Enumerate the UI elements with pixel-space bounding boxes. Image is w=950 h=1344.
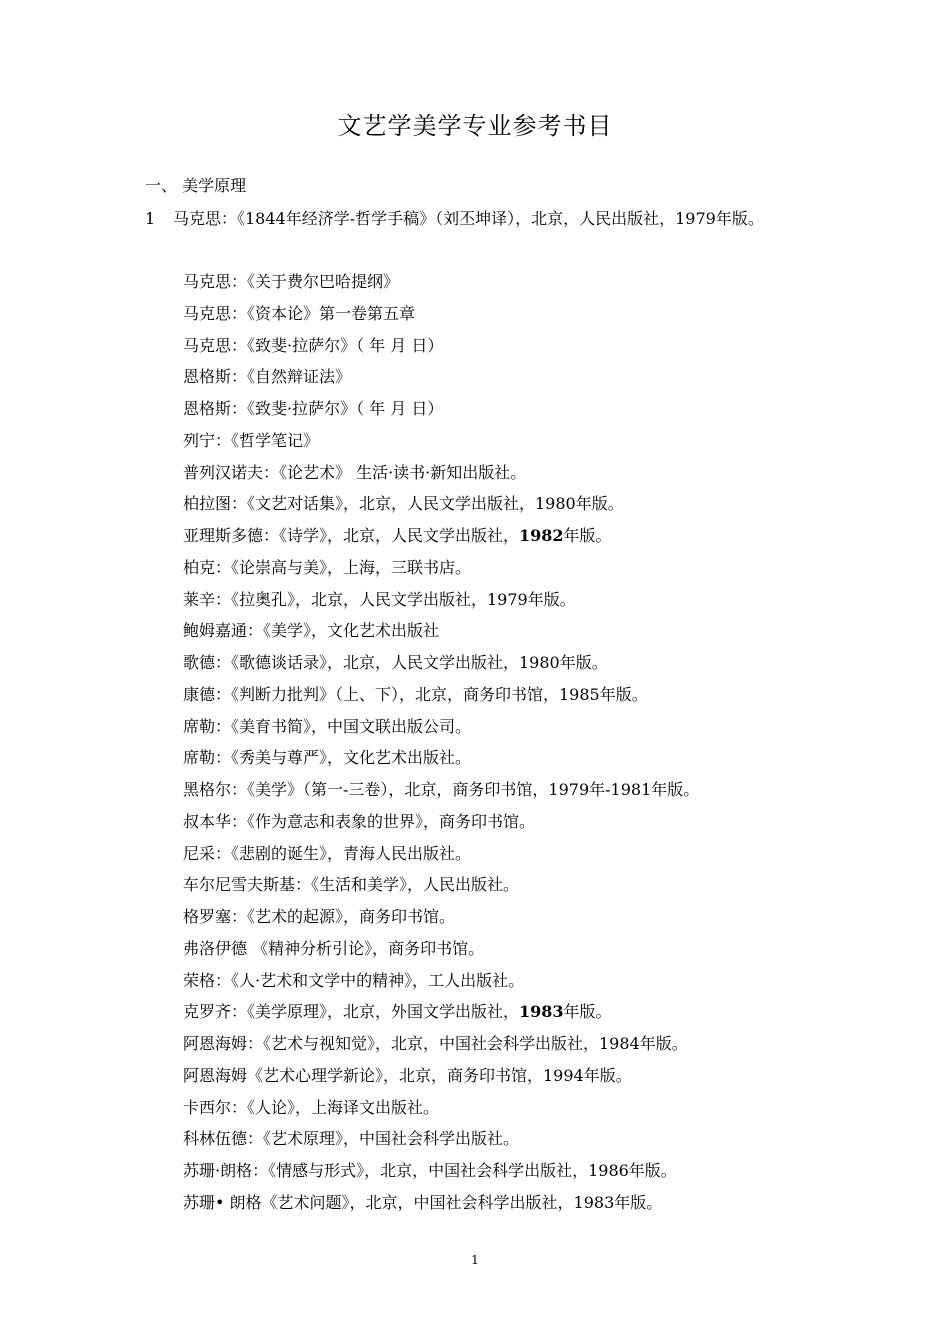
- entry-text: 年版。: [563, 526, 612, 545]
- reference-entry: 尼采：《悲剧的诞生》，青海人民出版社。: [183, 843, 472, 863]
- reference-entry: 格罗塞：《艺术的起源》，商务印书馆。: [183, 907, 456, 926]
- reference-entry: 席勒：《秀美与尊严》，文化艺术出版社。: [183, 748, 472, 768]
- entry-text: 马克思：《1844年经济学-哲学手稿》（刘丕坤译），北京，人民出版社，1979年版。: [173, 209, 764, 228]
- reference-entry: 恩格斯：《自然辩证法》: [183, 367, 352, 387]
- entry-text: 年版。: [563, 1002, 612, 1022]
- reference-entry: 阿恩海姆《艺术心理学新论》，北京，商务印书馆，1994年版。: [183, 1065, 632, 1085]
- entry-year-bold: 1983: [519, 1002, 564, 1022]
- reference-entry: 弗洛伊德 《精神分析引论》，商务印书馆。: [183, 938, 485, 958]
- reference-entry: 叔本华：《作为意志和表象的世界》，商务印书馆。: [183, 811, 536, 831]
- entry-number: 1: [145, 209, 156, 228]
- reference-entry: 车尔尼雪夫斯基：《生活和美学》，人民出版社。: [183, 875, 520, 895]
- reference-entry: 莱辛：《拉奥孔》，北京，人民文学出版社，1979年版。: [183, 589, 576, 609]
- reference-entry: 苏珊• 朗格《艺术问题》，北京，中国社会科学出版社，1983年版。: [183, 1192, 663, 1212]
- reference-entry: 歌德：《歌德谈话录》，北京，人民文学出版社，1980年版。: [183, 653, 608, 672]
- reference-entry: 马克思：《关于费尔巴哈提纲》: [183, 272, 400, 291]
- reference-entry: 科林伍德：《艺术原理》，中国社会科学出版社。: [183, 1129, 520, 1149]
- reference-entry-1: [145, 203, 815, 234]
- reference-entry: 卡西尔：《人论》，上海译文出版社。: [183, 1097, 440, 1117]
- reference-entry: 席勒：《美育书简》，中国文联出版公司。: [183, 716, 472, 736]
- reference-entry: 阿恩海姆：《艺术与视知觉》，北京，中国社会科学出版社，1984年版。: [183, 1034, 688, 1053]
- reference-entry: [183, 520, 823, 552]
- page-number: 1: [471, 1253, 479, 1267]
- reference-entry: 马克思：《资本论》第一卷第五章: [183, 303, 416, 323]
- reference-list: [183, 266, 823, 1219]
- section-heading: 一、 美学原理: [145, 176, 247, 195]
- reference-entry: 鲍姆嘉通：《美学》，文化艺术出版社: [183, 621, 440, 641]
- reference-entry: 苏珊·朗格：《情感与形式》，北京，中国社会科学出版社，1986年版。: [183, 1161, 677, 1180]
- reference-entry: [183, 996, 823, 1028]
- reference-entry: 柏克：《论崇高与美》，上海，三联书店。: [183, 557, 472, 577]
- entry-year-bold: 1982: [519, 526, 564, 545]
- entry-text: 克罗齐：《美学原理》，北京，外国文学出版社，: [183, 1002, 520, 1022]
- reference-entry: 荣格：《人·艺术和文学中的精神》，工人出版社。: [183, 970, 525, 990]
- reference-entry: 普列汉诺夫：《论艺术》 生活·读书·新知出版社。: [183, 462, 527, 482]
- reference-entry: 恩格斯：《致斐·拉萨尔》（ 年 月 日）: [183, 399, 444, 418]
- reference-entry: 康德：《判断力批判》（上、下），北京，商务印书馆，1985年版。: [183, 684, 648, 704]
- entry-text: 亚理斯多德：《诗学》，北京，人民文学出版社，: [183, 526, 520, 545]
- reference-entry: 黑格尔：《美学》（第一-三卷），北京，商务印书馆，1979年-1981年版。: [183, 780, 700, 799]
- reference-entry: 马克思：《致斐·拉萨尔》（ 年 月 日）: [183, 335, 444, 355]
- reference-entry: 柏拉图：《文艺对话集》，北京，人民文学出版社，1980年版。: [183, 494, 624, 514]
- reference-entry: 列宁：《哲学笔记》: [183, 430, 320, 450]
- page-title: 文艺学美学专业参考书目: [337, 112, 613, 140]
